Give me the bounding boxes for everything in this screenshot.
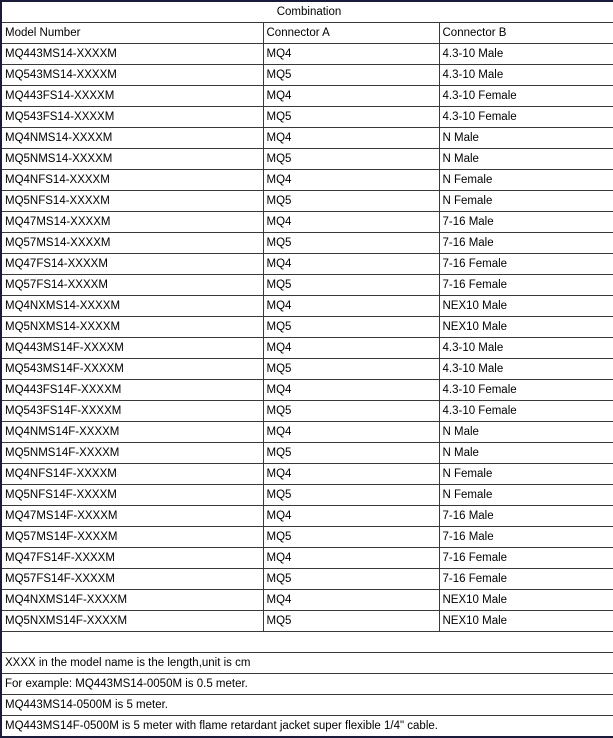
cell-connector-a: MQ5 <box>263 65 439 86</box>
cell-model-number: MQ4NFS14F-XXXXM <box>1 464 263 485</box>
column-header-connector-a: Connector A <box>263 23 439 44</box>
table-row <box>1 86 613 107</box>
cell-model-number: MQ57MS14F-XXXXM <box>1 527 263 548</box>
cell-model-number: MQ443MS14F-XXXXM <box>1 338 263 359</box>
cell-connector-a: MQ5 <box>263 275 439 296</box>
table-row <box>1 296 613 317</box>
cell-connector-b: NEX10 Male <box>439 296 613 317</box>
note-row <box>1 674 613 695</box>
cell-connector-a: MQ5 <box>263 191 439 212</box>
cell-connector-b: 4.3-10 Male <box>439 359 613 380</box>
spacer-row <box>1 632 613 653</box>
cell-connector-a: MQ5 <box>263 611 439 632</box>
table-row <box>1 548 613 569</box>
table-row <box>1 359 613 380</box>
cell-model-number: MQ443FS14-XXXXM <box>1 86 263 107</box>
cell-connector-b: 4.3-10 Female <box>439 401 613 422</box>
cell-model-number: MQ443FS14F-XXXXM <box>1 380 263 401</box>
table-row <box>1 191 613 212</box>
cell-model-number: MQ5NMS14-XXXXM <box>1 149 263 170</box>
cell-model-number: MQ5NXMS14-XXXXM <box>1 317 263 338</box>
column-header-connector-b: Connector B <box>439 23 613 44</box>
table-row <box>1 590 613 611</box>
cell-connector-a: MQ5 <box>263 317 439 338</box>
table-row <box>1 212 613 233</box>
cell-connector-a: MQ4 <box>263 44 439 65</box>
cell-model-number: MQ47FS14-XXXXM <box>1 254 263 275</box>
table-row <box>1 380 613 401</box>
cell-model-number: MQ543MS14F-XXXXM <box>1 359 263 380</box>
cell-model-number: MQ4NXMS14F-XXXXM <box>1 590 263 611</box>
cell-connector-b: 4.3-10 Male <box>439 44 613 65</box>
cell-connector-b: NEX10 Male <box>439 611 613 632</box>
note-row <box>1 695 613 716</box>
cell-connector-a: MQ5 <box>263 527 439 548</box>
cell-connector-b: 4.3-10 Female <box>439 107 613 128</box>
table-row <box>1 254 613 275</box>
table-row <box>1 485 613 506</box>
cell-connector-b: 7-16 Female <box>439 254 613 275</box>
cell-model-number: MQ4NXMS14-XXXXM <box>1 296 263 317</box>
cell-connector-a: MQ4 <box>263 380 439 401</box>
cell-connector-b: N Female <box>439 191 613 212</box>
table-row <box>1 170 613 191</box>
cell-model-number: MQ5NFS14F-XXXXM <box>1 485 263 506</box>
note-example-1: For example: MQ443MS14-0050M is 0.5 meter. <box>1 674 613 695</box>
table-row <box>1 128 613 149</box>
note-row <box>1 653 613 674</box>
cell-model-number: MQ4NMS14F-XXXXM <box>1 422 263 443</box>
cell-connector-a: MQ4 <box>263 128 439 149</box>
table-row <box>1 107 613 128</box>
cell-model-number: MQ543FS14-XXXXM <box>1 107 263 128</box>
cell-connector-b: N Female <box>439 485 613 506</box>
cell-connector-b: 7-16 Male <box>439 212 613 233</box>
cell-connector-b: NEX10 Male <box>439 590 613 611</box>
cell-connector-b: 4.3-10 Female <box>439 380 613 401</box>
cell-connector-b: NEX10 Male <box>439 317 613 338</box>
cell-model-number: MQ5NXMS14F-XXXXM <box>1 611 263 632</box>
cell-model-number: MQ543MS14-XXXXM <box>1 65 263 86</box>
table-row <box>1 401 613 422</box>
spacer-cell <box>1 632 613 653</box>
table-row <box>1 149 613 170</box>
note-row <box>1 716 613 738</box>
cell-model-number: MQ57FS14-XXXXM <box>1 275 263 296</box>
cell-connector-b: 7-16 Male <box>439 506 613 527</box>
cell-model-number: MQ4NMS14-XXXXM <box>1 128 263 149</box>
cell-connector-b: 7-16 Female <box>439 275 613 296</box>
cell-model-number: MQ443MS14-XXXXM <box>1 44 263 65</box>
table-row <box>1 275 613 296</box>
table-title: Combination <box>1 1 613 23</box>
table-row <box>1 611 613 632</box>
table-row <box>1 65 613 86</box>
cell-connector-b: N Female <box>439 170 613 191</box>
cell-model-number: MQ57FS14F-XXXXM <box>1 569 263 590</box>
cell-model-number: MQ47MS14-XXXXM <box>1 212 263 233</box>
cell-connector-a: MQ5 <box>263 485 439 506</box>
table-body <box>1 1 613 737</box>
table-row <box>1 443 613 464</box>
cell-model-number: MQ5NFS14-XXXXM <box>1 191 263 212</box>
column-header-model-number: Model Number <box>1 23 263 44</box>
cell-connector-a: MQ4 <box>263 464 439 485</box>
cell-connector-a: MQ5 <box>263 569 439 590</box>
cell-connector-b: N Female <box>439 464 613 485</box>
cell-connector-a: MQ4 <box>263 86 439 107</box>
table-title-row <box>1 1 613 23</box>
note-example-3: MQ443MS14F-0500M is 5 meter with flame retardant jacket super flexible 1/4" cable. <box>1 716 613 738</box>
cell-connector-a: MQ4 <box>263 170 439 191</box>
cell-connector-b: 7-16 Male <box>439 233 613 254</box>
table-row <box>1 506 613 527</box>
cell-connector-a: MQ5 <box>263 443 439 464</box>
table-row <box>1 44 613 65</box>
cell-connector-b: 4.3-10 Male <box>439 338 613 359</box>
cell-model-number: MQ4NFS14-XXXXM <box>1 170 263 191</box>
cell-connector-b: N Male <box>439 128 613 149</box>
cell-connector-a: MQ5 <box>263 233 439 254</box>
table-row <box>1 422 613 443</box>
cell-connector-a: MQ4 <box>263 254 439 275</box>
cell-connector-a: MQ4 <box>263 506 439 527</box>
cell-connector-b: N Male <box>439 422 613 443</box>
table-row <box>1 317 613 338</box>
table-header-row <box>1 23 613 44</box>
cell-connector-b: 4.3-10 Female <box>439 86 613 107</box>
table-row <box>1 338 613 359</box>
table-row <box>1 464 613 485</box>
cell-connector-a: MQ4 <box>263 590 439 611</box>
cell-connector-a: MQ5 <box>263 107 439 128</box>
cell-connector-a: MQ4 <box>263 296 439 317</box>
cell-connector-b: N Male <box>439 443 613 464</box>
cell-connector-a: MQ4 <box>263 422 439 443</box>
cell-connector-a: MQ4 <box>263 212 439 233</box>
cell-model-number: MQ57MS14-XXXXM <box>1 233 263 254</box>
table-row <box>1 569 613 590</box>
cell-connector-b: 4.3-10 Male <box>439 65 613 86</box>
cell-model-number: MQ47FS14F-XXXXM <box>1 548 263 569</box>
note-length-unit: XXXX in the model name is the length,unit is cm <box>1 653 613 674</box>
cell-connector-b: 7-16 Female <box>439 548 613 569</box>
cell-connector-a: MQ5 <box>263 149 439 170</box>
cell-model-number: MQ543FS14F-XXXXM <box>1 401 263 422</box>
cell-connector-a: MQ4 <box>263 548 439 569</box>
cell-connector-a: MQ5 <box>263 359 439 380</box>
cell-model-number: MQ5NMS14F-XXXXM <box>1 443 263 464</box>
cell-connector-a: MQ4 <box>263 338 439 359</box>
note-example-2: MQ443MS14-0500M is 5 meter. <box>1 695 613 716</box>
cell-connector-b: 7-16 Male <box>439 527 613 548</box>
cell-connector-a: MQ5 <box>263 401 439 422</box>
cell-connector-b: N Male <box>439 149 613 170</box>
cell-connector-b: 7-16 Female <box>439 569 613 590</box>
table-row <box>1 233 613 254</box>
cell-model-number: MQ47MS14F-XXXXM <box>1 506 263 527</box>
table-row <box>1 527 613 548</box>
